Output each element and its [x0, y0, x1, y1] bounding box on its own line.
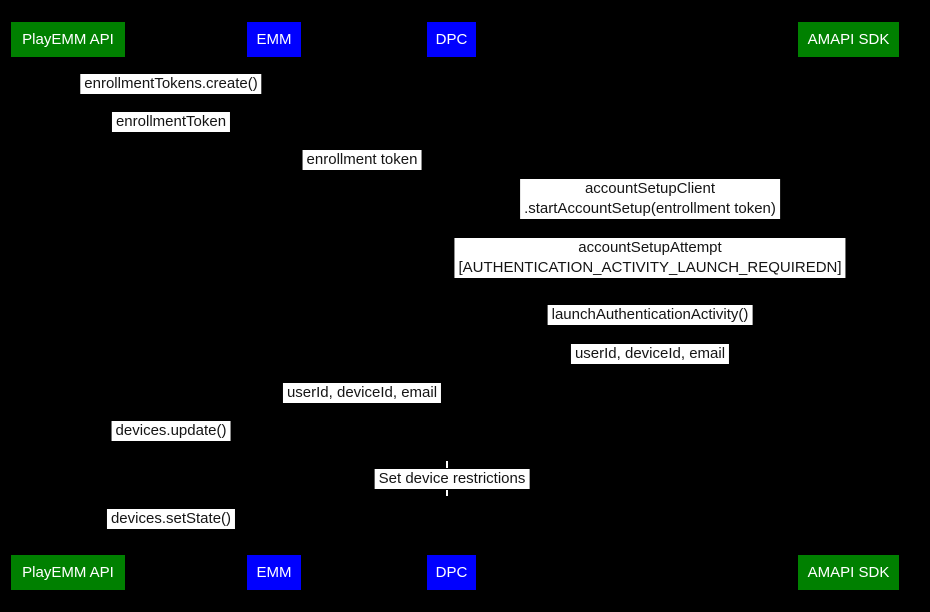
message-line: userId, deviceId, email	[286, 384, 438, 401]
actor-playemm-api-bottom: PlayEMM API	[11, 555, 125, 590]
actor-emm-top: EMM	[247, 22, 301, 57]
actor-amapi-sdk-bottom: AMAPI SDK	[798, 555, 899, 590]
message-line: [AUTHENTICATION_ACTIVITY_LAUNCH_REQUIREDN]	[458, 259, 842, 276]
lifeline-tick	[446, 461, 448, 468]
message-line: accountSetupClient	[584, 180, 716, 197]
message-line: enrollmentTokens.create()	[84, 75, 258, 92]
message-line: devices.update()	[115, 422, 227, 439]
message-label	[454, 238, 845, 278]
message-label	[107, 509, 235, 529]
actor-playemm-api-top: PlayEMM API	[11, 22, 125, 57]
message-line: launchAuthenticationActivity()	[551, 306, 749, 323]
message-line: Set device restrictions	[378, 470, 526, 487]
actor-amapi-sdk-top: AMAPI SDK	[798, 22, 899, 57]
actor-emm-bottom: EMM	[247, 555, 301, 590]
message-line: enrollmentToken	[115, 113, 227, 130]
message-line: devices.setState()	[110, 510, 232, 527]
actor-dpc-top: DPC	[427, 22, 476, 57]
message-label	[520, 179, 780, 219]
message-line: enrollment token	[306, 151, 418, 168]
actor-dpc-bottom: DPC	[427, 555, 476, 590]
message-line: accountSetupAttempt	[578, 239, 722, 256]
message-line: userId, deviceId, email	[574, 345, 726, 362]
message-line: .startAccountSetup(entrollment token)	[524, 200, 776, 217]
message-label	[571, 344, 729, 364]
lifeline-tick	[446, 490, 448, 496]
message-label	[283, 383, 441, 403]
message-label	[303, 150, 422, 170]
message-label	[548, 305, 753, 325]
message-label	[112, 112, 230, 132]
message-label	[375, 469, 530, 489]
message-label	[80, 74, 261, 94]
message-label	[112, 421, 231, 441]
